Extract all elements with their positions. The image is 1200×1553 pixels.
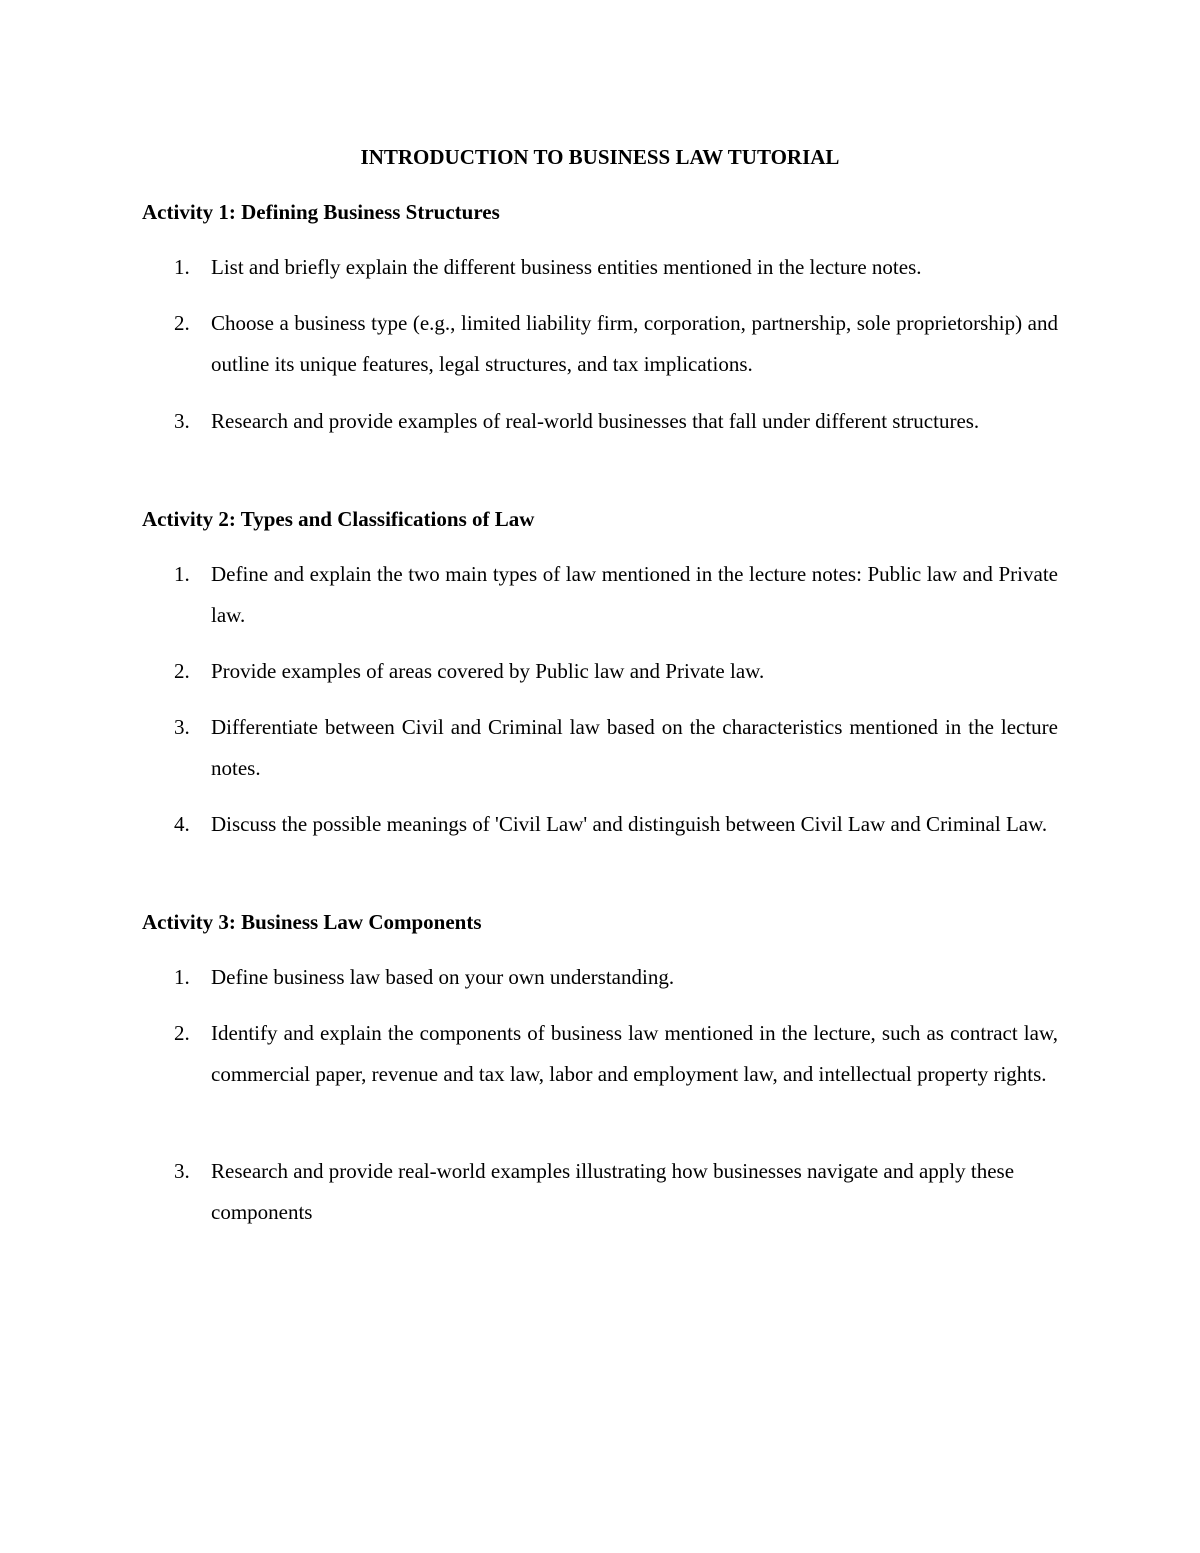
list-item-text: Define business law based on your own understanding. (211, 965, 675, 989)
activity-3-heading: Activity 3: Business Law Components (142, 910, 482, 934)
list-item (142, 651, 1058, 692)
list-item-text: List and briefly explain the different business entities mentioned in the lecture notes. (211, 255, 922, 279)
list-item-text: Research and provide examples of real-world businesses that fall under different structures. (211, 409, 980, 433)
list-item-number: 1. (174, 562, 190, 586)
list-item (142, 707, 1058, 789)
list-item-number: 1. (174, 965, 190, 989)
list-item-text: Research and provide real-world examples illustrating how businesses navigate and apply these components (211, 1159, 1015, 1224)
list-item-text: Define and explain the two main types of law mentioned in the lecture notes: Public law and Private law. (211, 562, 1058, 627)
list-item-text: Provide examples of areas covered by Public law and Private law. (211, 659, 765, 683)
list-item (142, 554, 1058, 636)
list-item (142, 1151, 1058, 1233)
list-item (142, 1013, 1058, 1095)
list-item (142, 401, 1058, 442)
list-item-text: Differentiate between Civil and Criminal law based on the characteristics mentioned in the lecture notes. (211, 715, 1058, 780)
list-item-number: 1. (174, 255, 190, 279)
list-item-number: 2. (174, 311, 190, 335)
list-item (142, 804, 1058, 845)
list-item-number: 3. (174, 1159, 190, 1183)
list-item (142, 957, 1058, 998)
document-title: INTRODUCTION TO BUSINESS LAW TUTORIAL (360, 145, 840, 169)
list-item-text: Identify and explain the components of business law mentioned in the lecture, such as contract law, commercial paper, revenue and tax law, labor and employment law, and intellectual property rights. (211, 1021, 1058, 1086)
activity-1-heading: Activity 1: Defining Business Structures (142, 200, 500, 224)
list-item (142, 247, 1058, 288)
list-item-text: Choose a business type (e.g., limited liability firm, corporation, partnership, sole proprietorship) and outline its unique features, legal structures, and tax implications. (211, 311, 1058, 376)
list-item-number: 4. (174, 812, 190, 836)
activity-2-heading: Activity 2: Types and Classifications of Law (142, 507, 535, 531)
list-item-text: Discuss the possible meanings of 'Civil Law' and distinguish between Civil Law and Criminal Law. (211, 812, 1048, 836)
list-item-number: 2. (174, 659, 190, 683)
list-item (142, 303, 1058, 385)
list-item-number: 3. (174, 715, 190, 739)
list-item-number: 3. (174, 409, 190, 433)
list-item-number: 2. (174, 1021, 190, 1045)
